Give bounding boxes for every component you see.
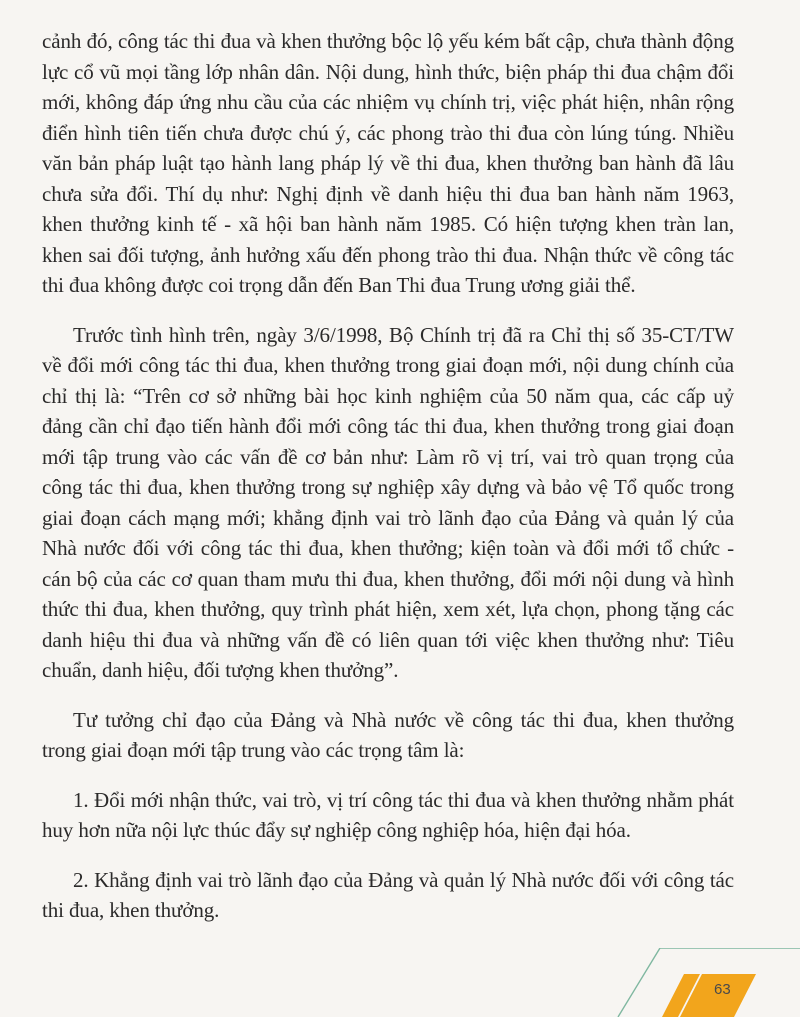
paragraph-guiding-thought: Tư tưởng chỉ đạo của Đảng và Nhà nước về công tác thi đua, khen thưởng trong giai đoạn mới tập trung vào các trọng tâm là: <box>42 707 734 762</box>
paragraph-directive-35: Trước tình hình trên, ngày 3/6/1998, Bộ Chính trị đã ra Chỉ thị số 35-CT/TW về đổi mới công tác thi đua, khen thưởng trong giai đoạn mới, nội dung chính của chỉ thị là: “Trên cơ sở những bài học kinh nghiệm của 50 năm qua, các cấp uỷ đảng cần chỉ đạo tiến hành đổi mới công tác thi đua, khen thưởng trong giai đoạn mới tập trung vào các vấn đề cơ bản như: Làm rõ vị trí, vai trò quan trọng của công tác thi đua, khen thưởng trong sự nghiệp xây dựng và bảo vệ Tổ quốc trong giai đoạn cách mạng mới; khẳng định vai trò lãnh đạo của Đảng và quản lý của Nhà nước đối với công tác thi đua, khen thưởng; kiện toàn và đổi mới tổ chức - cán bộ của các cơ quan tham mưu thi đua, khen thưởng, đổi mới nội dung và hình thức thi đua, khen thưởng, quy trình phát hiện, xem xét, lựa chọn, phong tặng các danh hiệu thi đua và những vấn đề có liên quan tới việc khen thưởng như: Tiêu chuẩn, danh hiệu, đối tượng khen thưởng”. <box>42 322 734 682</box>
paragraph-point-2: 2. Khẳng định vai trò lãnh đạo của Đảng và quản lý Nhà nước đối với công tác thi đua, khen thưởng. <box>42 867 734 922</box>
page-footer-decoration <box>610 948 800 1017</box>
paragraph-point-1: 1. Đổi mới nhận thức, vai trò, vị trí công tác thi đua và khen thưởng nhằm phát huy hơn nữa nội lực thúc đẩy sự nghiệp công nghiệp hóa, hiện đại hóa. <box>42 787 734 842</box>
footer-diagonal-line <box>618 948 660 1017</box>
body-text <box>42 26 734 945</box>
paragraph-continuation: cảnh đó, công tác thi đua và khen thưởng bộc lộ yếu kém bất cập, chưa thành động lực cổ vũ mọi tầng lớp nhân dân. Nội dung, hình thức, biện pháp thi đua chậm đổi mới, không đáp ứng nhu cầu của các nhiệm vụ chính trị, việc phát hiện, nhân rộng điển hình tiên tiến chưa được chú ý, các phong trào thi đua còn lúng túng. Nhiều văn bản pháp luật tạo hành lang pháp lý về thi đua, khen thưởng ban hành đã lâu chưa sửa đổi. Thí dụ như: Nghị định về danh hiệu thi đua ban hành năm 1963, khen thưởng kinh tế - xã hội ban hành năm 1985. Có hiện tượng khen tràn lan, khen sai đối tượng, ảnh hưởng xấu đến phong trào thi đua. Nhận thức về công tác thi đua không được coi trọng dẫn đến Ban Thi đua Trung ương giải thể. <box>42 29 734 297</box>
page-number: 63 <box>714 981 731 998</box>
